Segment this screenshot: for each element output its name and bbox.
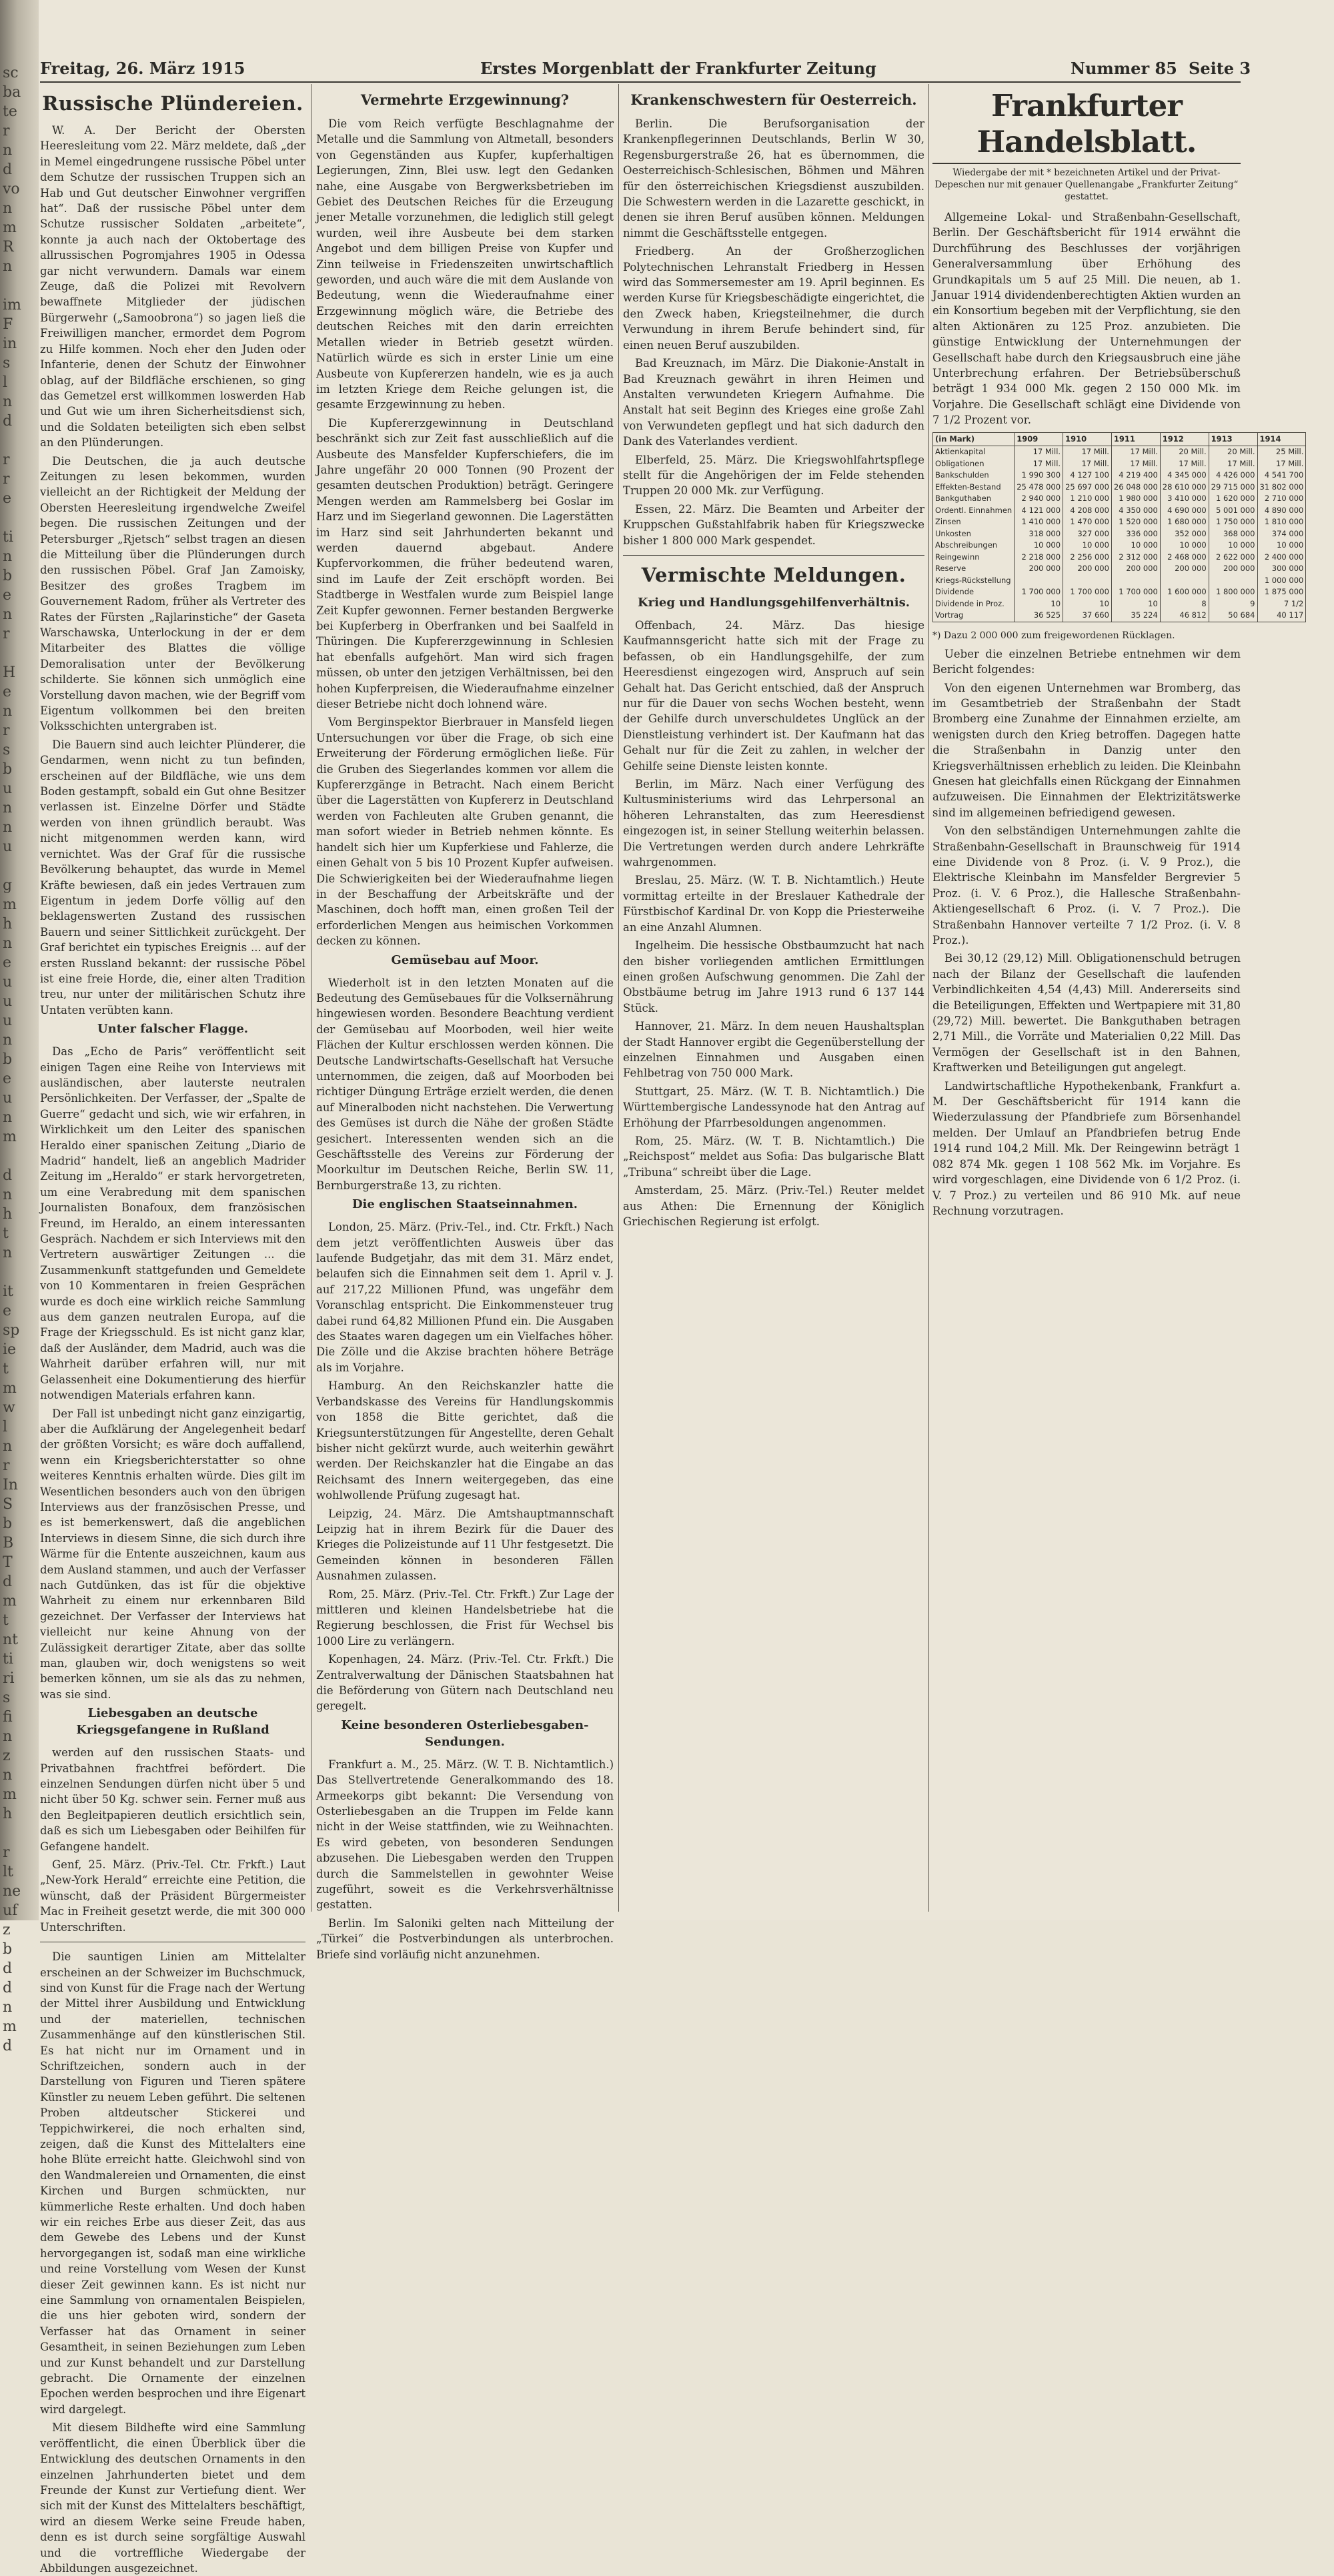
table-cell: 336 000 (1111, 528, 1160, 540)
article-paragraph: Amsterdam, 25. März. (Priv.-Tel.) Reuter meldet aus Athen: Die Ernennung der Königlich Griechischen Regierung ist erfolgt. (623, 1184, 924, 1228)
table-cell: 4 890 000 (1257, 505, 1306, 517)
table-cell: 200 000 (1160, 563, 1209, 575)
masthead-number: Nummer 85 (1071, 59, 1177, 78)
masthead-date: Freitag, 26. März 1915 (40, 59, 245, 78)
table-row (933, 516, 1306, 528)
table-cell: 17 Mill. (1111, 446, 1160, 458)
table-cell: 2 218 000 (1015, 552, 1063, 564)
table-cell: 17 Mill. (1257, 458, 1306, 470)
table-cell: 46 812 (1160, 610, 1209, 622)
table-cell: 1 700 000 (1063, 586, 1112, 598)
article-paragraph: Von den eigenen Unternehmen war Bromberg, das im Gesamtbetrieb der Straßenbahn der Stadt Bromberg eine Zunahme der Einnahmen erzielte, am wenigsten durch den Krieg betroffen. Dagegen hatte die Straßenbahn in Danzig unter den Kriegsverhältnissen erheblich zu leiden. Die Kleinbahn Gnesen hat gleichfalls einen Rückgang der Einnahmen aufzuweisen. Die Einnahmen der Elektrizitätswerke sind im allgemeinen befriedigend gewesen. (932, 681, 1241, 819)
table-cell: Reingewinn (933, 552, 1015, 564)
section-divider (623, 555, 924, 556)
article-paragraph: Frankfurt a. M., 25. März. (W. T. B. Nichtamtlich.) Das Stellvertretende Generalkommando des 18. Armeekorps gibt bekannt: Die Versendung von Osterliebesgaben an die Truppen im Felde kann nicht in der Weise stattfinden, wie zu Weihnachten. Es wird gebeten, von besonderen Sendungen abzusehen. Die Liebesgaben werden den Truppen durch die Sammelstellen in gewohnter Weise zugeführt, soweit es die Verkehrsverhältnisse gestatten. (316, 1758, 614, 1912)
table-cell: 2 622 000 (1209, 552, 1257, 564)
table-header-cell: 1911 (1111, 432, 1160, 446)
table-cell: 327 000 (1063, 528, 1112, 540)
table-cell: 4 121 000 (1015, 505, 1063, 517)
article-paragraph: Berlin. Im Saloniki gelten nach Mitteilung der „Türkei“ die Postverbindungen als unterbrochen. Briefe sind vorläufig nicht anzunehmen. (316, 1916, 614, 1961)
table-cell: 300 000 (1257, 563, 1306, 575)
article-title: Unter falscher Flagge. (97, 1022, 249, 1037)
article-paragraph: Essen, 22. März. Die Beamten und Arbeiter der Kruppschen Gußstahlfabrik haben für Kriegszwecke bisher 1 800 000 Mark gespendet. (623, 502, 924, 547)
table-cell: 17 Mill. (1015, 458, 1063, 470)
table-cell: 17 Mill. (1063, 446, 1112, 458)
table-cell: Ordentl. Einnahmen (933, 505, 1015, 517)
table-cell: Vortrag (933, 610, 1015, 622)
article-title: Vermehrte Erzgewinnung? (360, 91, 570, 108)
article-paragraph: Die Deutschen, die ja auch deutsche Zeitungen zu lesen bekommen, wurden vielleicht an der Richtigkeit der Meldung der Obersten Heeresleitung irgendwelche Zweifel begen. Die russischen Zeitungen und der Petersburger „Rjetsch“ selbst tragen an diesen die Mitteilung über die Plünderungen durch den russischen Pöbel. Graf Jan Zamoisky, Besitzer des großes Tragbem im Gouvernement Radom, früher als Vertreter des Rates der Fürsten „Rajlarinstiche“ der Gaseta Warschawska, Unterlockung in der er dem Mitarbeiter des Blattes die völlige Demoralisation unter der Bevölkerung schilderte. Sie können sich unmöglich eine Vorstellung davon machen, wie der Begriff vom Eigentum vollkommen bei den breiten Volksschichten untergraben ist. (40, 454, 305, 733)
article-paragraph: werden auf den russischen Staats- und Privatbahnen frachtfrei befördert. Die einzelnen Sendungen dürfen nicht über 5 und nicht über 50 Kg. schwer sein. Ferner muß aus den Begleitpapieren deutlich ersichtlich sein, daß es sich um Liebesgaben oder Beihilfen für Gefangene handelt. (40, 1746, 305, 1853)
table-row (933, 552, 1306, 564)
table-cell: 9 (1209, 598, 1257, 610)
table-cell: 200 000 (1063, 563, 1112, 575)
table-cell: 17 Mill. (1063, 458, 1112, 470)
article-paragraph: Allgemeine Lokal- und Straßenbahn-Gesellschaft, Berlin. Der Geschäftsbericht für 1914 erwähnt die Durchführung des Beschlusses der vorjährigen Generalversammlung über Erhöhung des Grundkapitals um 5 auf 25 Mill. Die neuen, ab 1. Januar 1914 dividendenberechtigten Aktien wurden an ein Konsortium begeben mit der Verpflichtung, sie den alten Aktionären zu 125 Proz. anzubieten. Die günstige Entwicklung der Unternehmungen der Gesellschaft habe durch den Kriegsausbruch eine jähe Unterbrechung erfahren. Der Betriebsüberschuß beträgt 1 934 000 Mk. gegen 2 150 000 Mk. im Vorjahre. Die Gesellschaft schlägt eine Dividende von 7 1/2 Prozent vor. (932, 211, 1241, 427)
table-row (933, 563, 1306, 575)
table-cell: 1 990 300 (1015, 470, 1063, 482)
article-paragraph: Kopenhagen, 24. März. (Priv.-Tel. Ctr. Frkft.) Die Zentralverwaltung der Dänischen Staatsbahnen hat die Beförderung von Gütern nach Deutschland neu geregelt. (316, 1653, 614, 1713)
table-cell: 50 684 (1209, 610, 1257, 622)
table-cell: 37 660 (1063, 610, 1112, 622)
table-cell: Zinsen (933, 516, 1015, 528)
article-title: Krankenschwestern für Oesterreich. (630, 91, 917, 108)
article-title: Keine besonderen Osterliebesgaben-Sendungen. (341, 1718, 589, 1749)
article-paragraph: Die vom Reich verfügte Beschlagnahme der Metalle und die Sammlung von Altmetall, besonders von Gegenständen aus Kupfer, kupferhaltigen Legierungen, Zinn, Blei usw. legt den Gedanken nahe, eine Ausgabe von Bergwerksbetrieben im Gebiet des Deutschen Reiches für die Erzeugung jener Metalle vorzunehmen, die lediglich still gelegt wurden, weil ihre Ausbeute bei dem starken Angebot und dem billigen Preise von Kupfer und Zinn teilweise in Friedenszeiten unwirtschaftlich geworden, und auch wäre die mit dem Auslande von Bedeutung, wenn die Wiederaufnahme einer Erzgewinnung möglich wäre, die Betriebe des deutschen Reiches mit den darin erreichten Metallen wieder in Betrieb gesetzt würden. Natürlich würde es sich in erster Linie um eine Ausbeute von Kupfererzen handeln, wie es ja auch im letzten Kriege dem Reiche gelungen ist, die gesamte Erzgewinnung zu heben. (316, 117, 614, 412)
table-cell: Dividende in Proz. (933, 598, 1015, 610)
table-row (933, 446, 1306, 458)
article-paragraph: Von den selbständigen Unternehmungen zahlte die Straßenbahn-Gesellschaft in Braunschweig für 1914 eine Dividende von 8 Proz. (i. V. 9 Proz.), die Elektrische Kleinbahn im Mansfelder Bergrevier 5 Proz. (i. V. 6 Proz.), die Hallesche Straßenbahn-Aktiengesellschaft 6 Proz. (i. V. 7 Proz.). Die Straßenbahn Hannover verteilte 7 1/2 Proz. (i. V. 8 Proz.). (932, 824, 1241, 946)
table-header-cell: 1909 (1015, 432, 1063, 446)
article-paragraph: Ingelheim. Die hessische Obstbaumzucht hat nach den bisher vorliegenden amtlichen Ermittlungen einen großen Aufschwung genommen. Die Zahl der Obstbäume betrug im Jahre 1913 rund 6 137 144 Stück. (623, 939, 924, 1015)
article-paragraph: Leipzig, 24. März. Die Amtshauptmannschaft Leipzig hat in ihrem Bezirk für die Dauer des Krieges die Polizeistunde auf 11 Uhr festgesetzt. Die Gemeinden können in besonderen Fällen Ausnahmen zulassen. (316, 1507, 614, 1583)
article-paragraph: Ueber die einzelnen Betriebe entnehmen wir dem Bericht folgendes: (932, 647, 1241, 676)
column-2 (316, 88, 614, 1961)
table-cell: 10 000 (1209, 540, 1257, 552)
table-cell: 200 000 (1111, 563, 1160, 575)
table-cell: 4 426 000 (1209, 470, 1257, 482)
article-title: Russische Plündereien. (42, 92, 303, 115)
table-cell: 1 210 000 (1063, 493, 1112, 505)
table-cell (1015, 575, 1063, 587)
table-cell: 28 610 000 (1160, 482, 1209, 494)
table-cell: 17 Mill. (1209, 458, 1257, 470)
table-cell: Effekten-Bestand (933, 482, 1015, 494)
article-paragraph: Die Bauern sind auch leichter Plünderer, die Gendarmen, wenn nicht zu tun befinden, erscheinen auf der Bildfläche, wie uns dem Boden gestampft, sobald ein Gut ohne Besitzer verlassen ist. Einzelne Dörfer und Städte werden von ihnen gründlich beraubt. Was nicht mitgenommen werden kann, wird vernichtet. Was der Graf für die russische Bevölkerung behauptet, das wurde in Memel Kräfte bewiesen, daß ein jedes Vertrauen zum Eigentum in jedem Dorfe völlig auf den beklagenswerten Zustand des russischen Bauern und seiner Sittlichkeit zurückgeht. Der Graf berichtet ein typisches Ereignis ... auf der ersten Russland bekannt: der russische Pöbel ist eine freie Horde, die, einer alten Tradition treu, nur unter der militärischen Schutz ihre Untaten verübten kann. (40, 738, 305, 1017)
table-footnote: *) Dazu 2 000 000 zum freigewordenen Rücklagen. (932, 630, 1175, 641)
article-paragraph: Mit diesem Bildhefte wird eine Sammlung veröffentlicht, die einen Überblick über die Entwicklung des deutschen Ornaments in den einzelnen Jahrhunderten bietet und dem Freunde der Kunst zur Vertiefung dient. Wer sich mit der Kunst des Mittelalters beschäftigt, wird an diesem Werke seine Freude haben, denn es ist durch seine sorgfältige Auswahl und die vortreffliche Wiedergabe der Abbildungen ausgezeichnet. (40, 2421, 305, 2575)
article-paragraph: Rom, 25. März. (W. T. B. Nichtamtlich.) Die „Reichspost“ meldet aus Sofia: Das bulgarische Blatt „Tribuna“ schreibt über die Lage. (623, 1134, 924, 1179)
table-cell (1111, 575, 1160, 587)
table-cell: 4 350 000 (1111, 505, 1160, 517)
column-1 (40, 88, 305, 2575)
table-cell: 25 697 000 (1063, 482, 1112, 494)
table-cell: 2 468 000 (1160, 552, 1209, 564)
table-header-cell: 1910 (1063, 432, 1112, 446)
masthead-title: Erstes Morgenblatt der Frankfurter Zeitung (480, 59, 876, 78)
table-cell: 1 700 000 (1015, 586, 1063, 598)
column-rule (928, 84, 929, 1912)
table-cell: 31 802 000 (1257, 482, 1306, 494)
table-cell: 1 680 000 (1160, 516, 1209, 528)
table-cell: 10 (1063, 598, 1112, 610)
table-row (933, 458, 1306, 470)
table-cell: 10 000 (1257, 540, 1306, 552)
table-cell: 26 048 000 (1111, 482, 1160, 494)
section-title: Vermischte Meldungen. (641, 563, 906, 586)
table-cell: 1 980 000 (1111, 493, 1160, 505)
table-header-cell: 1913 (1209, 432, 1257, 446)
table-row (933, 586, 1306, 598)
table-cell: 374 000 (1257, 528, 1306, 540)
table-cell: 2 256 000 (1063, 552, 1112, 564)
table-cell: Kriegs-Rückstellung (933, 575, 1015, 587)
table-cell: 17 Mill. (1160, 458, 1209, 470)
section-title-handelsblatt: Frankfurter Handelsblatt. (932, 88, 1241, 164)
table-cell: Unkosten (933, 528, 1015, 540)
article-paragraph: W. A. Der Bericht der Obersten Heeresleitung vom 22. März meldete, daß „der in Memel eingedrungene russische Pöbel unter dem Schutze der russischen Truppen sich an Hab und Gut deutscher Einwohner vergriffen hat“. Daß der russische Pöbel unter dem Schutze russischer Soldaten „arbeitete“, konnte ja auch nach der Oktobertage des allrussischen Pogromjahres 1905 in Odessa gar nicht verwundern. Damals war einem Zeuge, daß die Polizei mit Revolvern bewaffnete Mitglieder der jüdischen Bürgerwehr („Samoobrona“) so jagen ließ die Freiwilligen mancher, ermordet dem Pogrom zu Hilfe kommen. Noch eher den Juden oder Infanterie, denen der Schutz der Einwohner oblag, auf der Bildfläche erschienen, so ging das Gemetzel erst willkommen loswerden Hab und Gut wie um ihren Sicherheitsdienst sich, und die Soldaten beteiligten sich eben selbst an den Plünderungen. (40, 124, 305, 450)
table-cell: 2 312 000 (1111, 552, 1160, 564)
table-cell: 1 700 000 (1111, 586, 1160, 598)
table-cell: 10 000 (1015, 540, 1063, 552)
table-cell: 10 000 (1111, 540, 1160, 552)
table-row (933, 575, 1306, 587)
article-paragraph: Bei 30,12 (29,12) Mill. Obligationenschuld betrugen nach der Bilanz der Gesellschaft die laufenden Verbindlichkeiten 4,54 (4,43) Mill. Andererseits sind die Beteiligungen, Effekten und Wertpapiere mit 31,80 (29,72) Mill. bewertet. Die Bankguthaben betragen 2,71 Mill., die Vorräte und Materialien 0,22 Mill. Das Vermögen der Gesellschaft ist in den Bahnen, Kraftwerken und Beteiligungen gut angelegt. (932, 952, 1241, 1075)
masthead-page: Seite 3 (1189, 59, 1251, 78)
table-cell (1209, 575, 1257, 587)
table-cell: 1 000 000 (1257, 575, 1306, 587)
article-paragraph: Landwirtschaftliche Hypothekenbank, Frankfurt a. M. Der Geschäftsbericht für 1914 kann die Wiederzulassung der Pfandbriefe zum Börsenhandel melden. Der Umlauf an Pfandbriefen betrug Ende 1914 rund 104,2 Mill. Mk. Der Reingewinn beträgt 1 082 874 Mk. gegen 1 108 562 Mk. im Vorjahre. Es wird vorgeschlagen, eine Dividende von 6 1/2 Proz. (i. V. 7 Proz.) zu verteilen und 86 910 Mk. auf neue Rechnung vorzutragen. (932, 1079, 1241, 1217)
table-row (933, 528, 1306, 540)
article-paragraph: Berlin. Die Berufsorganisation der Krankenpflegerinnen Deutschlands, Berlin W 30, Regensburgerstraße 26, hat es übernommen, die Oesterreichisch-Schlesischen, Böhmen und Mähren für den österreichischen Kriegsdienst auszubilden. Die Schwestern werden in die Lazarette geschickt, in denen sie ihren Beruf ausüben können. Meldungen nimmt die Geschäftsstelle entgegen. (623, 117, 924, 239)
article-paragraph: Die Kupfererzgewinnung in Deutschland beschränkt sich zur Zeit fast ausschließlich auf die Ausbeute des Mansfelder Kupferschiefers, die im Jahre ungefähr 20 000 Tonnen (90 Prozent der gesamten deutschen Produktion) beträgt. Geringere Mengen werden am Rammelsberg bei Goslar im Harz und im Siegerland gewonnen. Die Lagerstätten im Harz sind seit Jahrhunderten bekannt und werden dauernd abgebaut. Andere Kupfervorkommen, die früher bedeutend waren, sind im Laufe der Zeit erschöpft worden. Bei Stadtberge in Westfalen wurde zum Beispiel lange Zeit Kupfer gewonnen. Ferner bestanden Bergwerke bei Kupferberg in Oberfranken und bei Saalfeld in Thüringen. Die Kupfererzgewinnung in Schlesien hat ebenfalls aufgehört. Man wird sich fragen müssen, ob unter den jetzigen Verhältnissen, bei den hohen Kupferpreisen, die Wiederaufnahme einzelner dieser Betriebe nicht doch lohnend wäre. (316, 416, 614, 711)
table-cell: 1 875 000 (1257, 586, 1306, 598)
article-paragraph: Berlin, im März. Nach einer Verfügung des Kultusministeriums wird das Lehrpersonal an höheren Lehranstalten, das zum Heeresdienst eingezogen ist, in seiner Stellung weiterhin belassen. Die Vertretungen werden durch andere Lehrkräfte wahrgenommen. (623, 778, 924, 869)
table-cell: 29 715 000 (1209, 482, 1257, 494)
table-cell: 36 525 (1015, 610, 1063, 622)
table-cell: 1 810 000 (1257, 516, 1306, 528)
article-paragraph: Offenbach, 24. März. Das hiesige Kaufmannsgericht hatte sich mit der Frage zu befassen, ob ein Handlungsgehilfe, der zum Heeresdienst eingezogen wird, Anspruch auf sein Gehalt hat. Das Gericht entschied, daß der Anspruch nur für die Dauer von sechs Wochen besteht, wenn der Gehilfe durch unverschuldetes Unglück an der Dienstleistung verhindert ist. Der Kaufmann hat das Gehalt nur für die Zeit zu zahlen, in welcher der Gehilfe seine Dienste leisten konnte. (623, 618, 924, 772)
table-cell: Aktienkapital (933, 446, 1015, 458)
table-cell: Bankschulden (933, 470, 1015, 482)
table-cell (1063, 575, 1112, 587)
column-4 (932, 88, 1304, 1916)
table-cell: 4 208 000 (1063, 505, 1112, 517)
table-row (933, 470, 1306, 482)
table-row (933, 540, 1306, 552)
table-cell: 200 000 (1015, 563, 1063, 575)
table-cell: 1 470 000 (1063, 516, 1112, 528)
financial-table (932, 432, 1306, 622)
table-cell: 8 (1160, 598, 1209, 610)
table-header-cell: 1914 (1257, 432, 1306, 446)
table-cell: 1 410 000 (1015, 516, 1063, 528)
table-row (933, 505, 1306, 517)
article-title: Liebesgaben an deutsche Kriegsgefangene in Rußland (76, 1706, 269, 1738)
article-paragraph: Rom, 25. März. (Priv.-Tel. Ctr. Frkft.) Zur Lage der mittleren und kleinen Handelsbetriebe hat die Regierung beschlossen, die Frist für Wechsel bis 1000 Lire zu verlängern. (316, 1587, 614, 1648)
table-cell: 25 478 000 (1015, 482, 1063, 494)
table-cell: Reserve (933, 563, 1015, 575)
table-row (933, 482, 1306, 494)
table-header-cell: 1912 (1160, 432, 1209, 446)
table-cell: 4 345 000 (1160, 470, 1209, 482)
table-cell: 1 620 000 (1209, 493, 1257, 505)
table-cell: Abschreibungen (933, 540, 1015, 552)
reprint-notice: Wiedergabe der mit * bezeichneten Artikel und der Privat-Depeschen nur mit genauer Quellenangabe „Frankfurter Zeitung“ gestattet. (934, 167, 1239, 202)
article-title: Krieg und Handlungsgehilfenverhältnis. (637, 595, 910, 610)
table-cell: 1 520 000 (1111, 516, 1160, 528)
article-paragraph: Elberfeld, 25. März. Die Kriegswohlfahrtspflege stellt für die Angehörigen der im Felde stehenden Truppen 20 000 Mk. zur Verfügung. (623, 453, 924, 498)
article-paragraph: London, 25. März. (Priv.-Tel., ind. Ctr. Frkft.) Nach dem jetzt veröffentlichten Ausweis über das laufende Budgetjahr, das mit dem 31. März endet, belaufen sich die Einnahmen seit dem 1. April v. J. auf 217,22 Millionen Pfund, was ungefähr dem Voranschlag entspricht. Die Einkommensteuer trug dabei rund 64,82 Millionen Pfund ein. Die Ausgaben des Staates waren dagegen um ein Vielfaches höher. Die Zölle und die Akzise brachten höhere Beträge als im Vorjahre. (316, 1221, 614, 1374)
table-cell: 2 940 000 (1015, 493, 1063, 505)
article-paragraph: Der Fall ist unbedingt nicht ganz einzigartig, aber die Aufklärung der Angelegenheit bedarf der größten Vorsicht; es wäre doch auffallend, wenn ein Kriegsberichterstatter so ohne weiteres Kenntnis erhalten würde. Dies gilt im Wesentlichen besonders auch von den übrigen Interviews aus der französischen Presse, und es ist bemerkenswert, daß die angeblichen Interviews in diesem Sinne, die sich durch ihre Wärme für die Entente auszeichnen, kaum aus dem Ausland stammen, und auch der Verfasser nach Gutdünken, das ist für die objektive Wahrheit zu einem nur erkennbaren Bild gezeichnet. Der Verfasser der Interviews hat vielleicht nur keine Ahnung von der Zulässigkeit derartiger Zitate, aber das sollte man, glauben wir, doch wenigstens so weit bemerken können, um sie als das zu nehmen, was sie sind. (40, 1407, 305, 1701)
article-title: Die englischen Staatseinnahmen. (352, 1197, 578, 1212)
table-cell: 4 690 000 (1160, 505, 1209, 517)
article-title: Gemüsebau auf Moor. (391, 952, 539, 967)
table-cell: 10 000 (1160, 540, 1209, 552)
article-paragraph: Bad Kreuznach, im März. Die Diakonie-Anstalt in Bad Kreuznach gewährt in ihren Heimen und Anstalten verwundeten Kriegern Aufnahme. Die Anstalt hat seit Beginn des Krieges eine große Zahl von Verwundeten gepflegt und hat sich dadurch den Dank des Vaterlandes verdient. (623, 357, 924, 448)
table-cell: 7 1/2 (1257, 598, 1306, 610)
table-cell: 2 710 000 (1257, 493, 1306, 505)
article-paragraph: Das „Echo de Paris“ veröffentlicht seit einigen Tagen eine Reihe von Interviews mit ausländischen, aber lauterste neutralen Persönlichkeiten. Der Verfasser, der „Spalte de Guerre“ gedacht und sich, wie wir erfahren, in Wirklichkeit um den Leiter des spanischen Heraldo einer spanischen Zeitung „Diario de Madrid“ handelt, ließ an angeblich Madrider Zeitung im „Heraldo“ er stark hervorgetreten, um eine Verabredung mit dem spanischen Journalisten Bonafoux, dem französischen Freund, im Heraldo, an einem interessanten Gespräch. Nachdem er sich Interviews mit den Vertretern auswärtiger Zeitungen ... die Zusammenkunft stattgefunden und Gemeldete von 10 Kommentaren in freien Gesprächen wurde es doch eine wirklich reiche Sammlung aus dem ganzen neutralen Europa, auf die Frage der Kriegsschuld. Es ist nicht ganz klar, daß der Ausländer, dem Madrid, auch was die Wahrheit darüber erfahren will, nur mit Gelassenheit eine Dokumentierung des hierfür notwendigen Materials erfahren kann. (40, 1045, 305, 1402)
article-paragraph: Friedberg. An der Großherzoglichen Polytechnischen Lehranstalt Friedberg in Hessen wird das Sommersemester am 19. April beginnen. Es werden Kurse für Kriegsbeschädigte eingerichtet, die den Zweck haben, Kriegsteilnehmer, die durch Verwundung in ihrem Berufe behindert sind, für einen neuen Beruf auszubilden. (623, 245, 924, 352)
table-cell: 20 Mill. (1209, 446, 1257, 458)
table-cell (1160, 575, 1209, 587)
table-cell: 40 117 (1257, 610, 1306, 622)
table-cell: 5 001 000 (1209, 505, 1257, 517)
table-cell: 10 000 (1063, 540, 1112, 552)
table-header-cell: (in Mark) (933, 432, 1015, 446)
article-paragraph: Genf, 25. März. (Priv.-Tel. Ctr. Frkft.) Laut „New-York Herald“ erreichte eine Petition, die wünscht, daß der Präsident Bürgermeister Mac in Freiheit gesetzt werde, die mit 300 000 Unterschriften. (40, 1858, 305, 1934)
table-cell: Dividende (933, 586, 1015, 598)
table-cell: 318 000 (1015, 528, 1063, 540)
table-cell: Bankguthaben (933, 493, 1015, 505)
table-cell: 4 541 700 (1257, 470, 1306, 482)
table-cell: 4 127 100 (1063, 470, 1112, 482)
table-cell: 10 (1015, 598, 1063, 610)
table-cell: 17 Mill. (1111, 458, 1160, 470)
table-row (933, 598, 1306, 610)
table-cell: 20 Mill. (1160, 446, 1209, 458)
table-cell: Obligationen (933, 458, 1015, 470)
column-3 (623, 88, 924, 1916)
table-row (933, 610, 1306, 622)
article-paragraph: Breslau, 25. März. (W. T. B. Nichtamtlich.) Heute vormittag erteilte in der Breslauer Kathedrale der Fürstbischof Kardinal Dr. von Kopp die Priesterweihe an eine Anzahl Alumnen. (623, 874, 924, 934)
table-cell: 17 Mill. (1015, 446, 1063, 458)
gutter-text: sc ba te r n d vo n m R n im F in s l n d r r e ti n b e n r H e n r s b u n n u g m h n e u u u n b e u n m d n h t n it e sp ie t m w l n r In S b B T d m t nt ti ri s fi n z n m h r lt ne uf z b d d n m d (3, 65, 21, 2054)
table-cell: 10 (1111, 598, 1160, 610)
article-paragraph: Hannover, 21. März. In dem neuen Haushaltsplan der Stadt Hannover ergibt die Gegenüberstellung der einzelnen Einnahmen und Ausgaben einen Fehlbetrag von 750 000 Mark. (623, 1020, 924, 1080)
article-paragraph: Wiederholt ist in den letzten Monaten auf die Bedeutung des Gemüsebaues für die Volksernährung hingewiesen worden. Besondere Beachtung verdient der Gemüsebau auf Moorboden, weil hier weite Flächen der Kultur erschlossen werden können. Die Deutsche Landwirtschafts-Gesellschaft hat Versuche unternommen, die zeigen, daß auf Moorboden bei richtiger Düngung Erträge erzielt werden, die denen auf Mineralboden nicht nachstehen. Die Verwertung des Gemüses ist durch die Nähe der großen Städte gesichert. Interessenten wenden sich an die Geschäftsstelle des Vereins zur Förderung der Moorkultur im Deutschen Reiche, Berlin SW. 11, Bernburgerstraße 13, zu richten. (316, 976, 614, 1192)
masthead (40, 55, 1251, 83)
table-cell: 1 750 000 (1209, 516, 1257, 528)
table-cell: 1 600 000 (1160, 586, 1209, 598)
table-cell: 3 410 000 (1160, 493, 1209, 505)
article-paragraph: Die sauntigen Linien am Mittelalter erscheinen an der Schweizer im Buchschmuck, sind von Kunst für die Frage nach der Wertung der Mittel ihrer Ausbildung und Entwicklung und der materiellen, technischen Zusammenhänge auf den künstlerischen Stil. Es hat nicht nur im Ornament und in Schriftzeichen, sondern auch in der Darstellung von Figuren und Tieren spätere Künstler zu neuem Leben geführt. Die seltenen Proben altdeutscher Stickerei und Teppichwirkerei, die noch erhalten sind, zeigen, daß die Kunst des Mittelalters eine hohe Blüte erreicht hatte. Gleichwohl sind von den Wandmalereien und Ornamenten, die einst Kirchen und Burgen schmückten, nur kümmerliche Reste erhalten. Und doch haben wir ein reiches Erbe aus dieser Zeit, das aus dem Gewebe des Lebens und der Kunst hervorgegangen ist, sodaß man eine wirkliche und reine Vorstellung vom Wesen der Kunst dieser Zeit gewinnen kann. Es ist nicht nur eine Sammlung von ornamentalen Beispielen, die uns hier geboten wird, sondern der Verfasser hat das Ornament in seiner Gesamtheit, in seinen Beziehungen zum Leben und zur Kunst behandelt und zur Darstellung gebracht. Die Ornamente der einzelnen Epochen werden besprochen und ihre Eigenart wird dargelegt. (40, 1950, 305, 2416)
table-cell: 200 000 (1209, 563, 1257, 575)
table-cell: 25 Mill. (1257, 446, 1306, 458)
column-rule (618, 84, 619, 1912)
table-cell: 368 000 (1209, 528, 1257, 540)
table-cell: 2 400 000 (1257, 552, 1306, 564)
article-paragraph: Hamburg. An den Reichskanzler hatte die Verbandskasse des Vereins für Handlungskommis von 1858 die Bitte gerichtet, daß die Kriegsunterstützungen für Angestellte, deren Gehalt bisher nicht gekürzt wurde, auch weiterhin gewährt werden. Der Reichskanzler hat die Eingabe an das Reichsamt des Innern weitergegeben, das eine wohlwollende Prüfung zugesagt hat. (316, 1379, 614, 1502)
article-paragraph: Stuttgart, 25. März. (W. T. B. Nichtamtlich.) Die Württembergische Landessynode hat den Antrag auf Erhöhung der Pfarrbesoldungen angenommen. (623, 1085, 924, 1129)
table-cell: 4 219 400 (1111, 470, 1160, 482)
table-cell: 1 800 000 (1209, 586, 1257, 598)
table-cell: 35 224 (1111, 610, 1160, 622)
table-cell: 352 000 (1160, 528, 1209, 540)
table-row (933, 493, 1306, 505)
left-page-gutter (0, 0, 39, 2054)
article-paragraph: Vom Berginspektor Bierbrauer in Mansfeld liegen Untersuchungen vor über die Frage, ob sich eine Erweiterung der Förderung ermöglichen ließe. Für die Gruben des Siegerlandes kommen vor allem die Kupfererzgänge in Betracht. Nach einem Bericht über die Lagerstätten von Kupfererz in Deutschland werden von Fachleuten alte Gruben genannt, die man sofort wieder in Betrieb nehmen könnte. Es handelt sich hier um Kupferkiese und Fahlerze, die einen Gehalt von 5 bis 10 Prozent Kupfer aufweisen. Die Schwierigkeiten bei der Wiederaufnahme liegen in der Beschaffung der Arbeitskräfte und der Maschinen, doch hofft man, einen großen Teil der erforderlichen Mengen aus heimischen Vorkommen decken zu können. (316, 716, 614, 948)
